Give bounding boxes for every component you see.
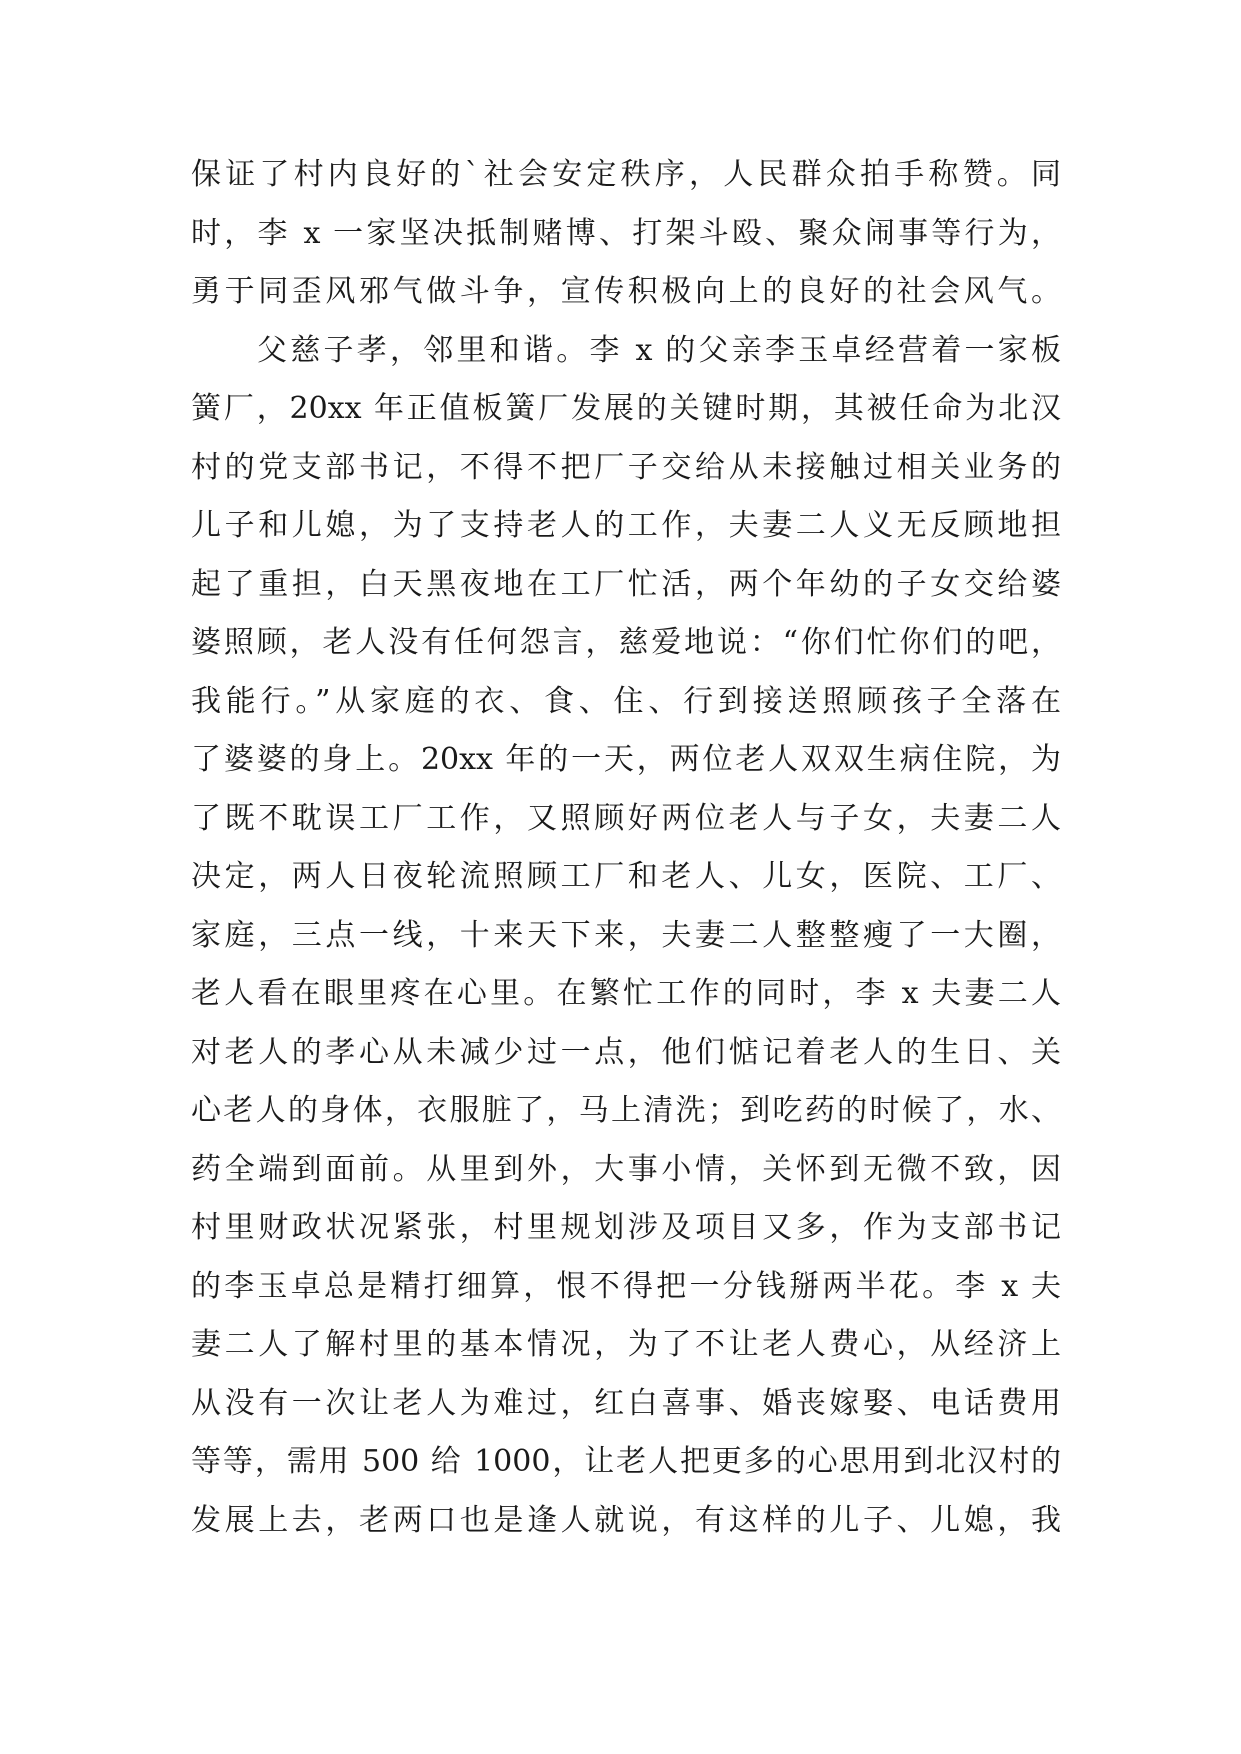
text-line-7: 儿子和儿媳，为了支持老人的工作，夫妻二人义无反顾地担 [191,508,1061,543]
text-line-5: 簧厂，20xx 年正值板簧厂发展的关键时期，其被任命为北汉 [191,391,1061,426]
text-line-21: 妻二人了解村里的基本情况，为了不让老人费心，从经济上 [191,1327,1061,1362]
text-line-6: 村的党支部书记，不得不把厂子交给从未接触过相关业务的 [191,449,1061,485]
text-line-12: 了既不耽误工厂工作，又照顾好两位老人与子女，夫妻二人 [191,800,1061,836]
text-line-15: 老人看在眼里疼在心里。在繁忙工作的同时，李 x 夫妻二人 [191,976,1061,1011]
text-line-17: 心老人的身体，衣服脏了，马上清洗；到吃药的时候了，水、 [191,1093,1061,1128]
text-line-20: 的李玉卓总是精打细算，恨不得把一分钱掰两半花。李 x 夫 [191,1268,1061,1304]
text-line-4: 父慈子孝，邻里和谐。李 x 的父亲李玉卓经营着一家板 [257,332,1061,368]
text-line-23: 等等，需用 500 给 1000，让老人把更多的心思用到北汉村的 [191,1444,1061,1479]
text-line-16: 对老人的孝心从未减少过一点，他们惦记着老人的生日、关 [191,1034,1061,1070]
text-line-18: 药全端到面前。从里到外，大事小情，关怀到无微不致，因 [191,1151,1061,1187]
text-line-9: 婆照顾，老人没有任何怨言，慈爱地说：“你们忙你们的吧， [191,625,1061,660]
text-line-14: 家庭，三点一线，十来天下来，夫妻二人整整瘦了一大圈， [191,917,1061,953]
text-line-19: 村里财政状况紧张，村里规划涉及项目又多，作为支部书记 [191,1210,1061,1245]
text-line-10: 我能行。”从家庭的衣、食、住、行到接送照顾孩子全落在 [191,683,1061,719]
text-line-22: 从没有一次让老人为难过，红白喜事、婚丧嫁娶、电话费用 [191,1385,1061,1421]
text-line-11: 了婆婆的身上。20xx 年的一天，两位老人双双生病住院，为 [191,742,1061,777]
text-line-13: 决定，两人日夜轮流照顾工厂和老人、儿女，医院、工厂、 [191,859,1061,894]
text-line-8: 起了重担，白天黑夜地在工厂忙活，两个年幼的子女交给婆 [191,566,1061,602]
text-line-24: 发展上去，老两口也是逢人就说，有这样的儿子、儿媳，我 [191,1502,1061,1538]
text-line-1: 保证了村内良好的`社会安定秩序，人民群众拍手称赞。同 [191,157,1061,192]
text-line-3: 勇于同歪风邪气做斗争，宣传积极向上的良好的社会风气。 [191,274,1061,309]
text-line-2: 时，李 x 一家坚决抵制赌博、打架斗殴、聚众闹事等行为， [191,215,1061,251]
body-text [191,146,1061,1550]
